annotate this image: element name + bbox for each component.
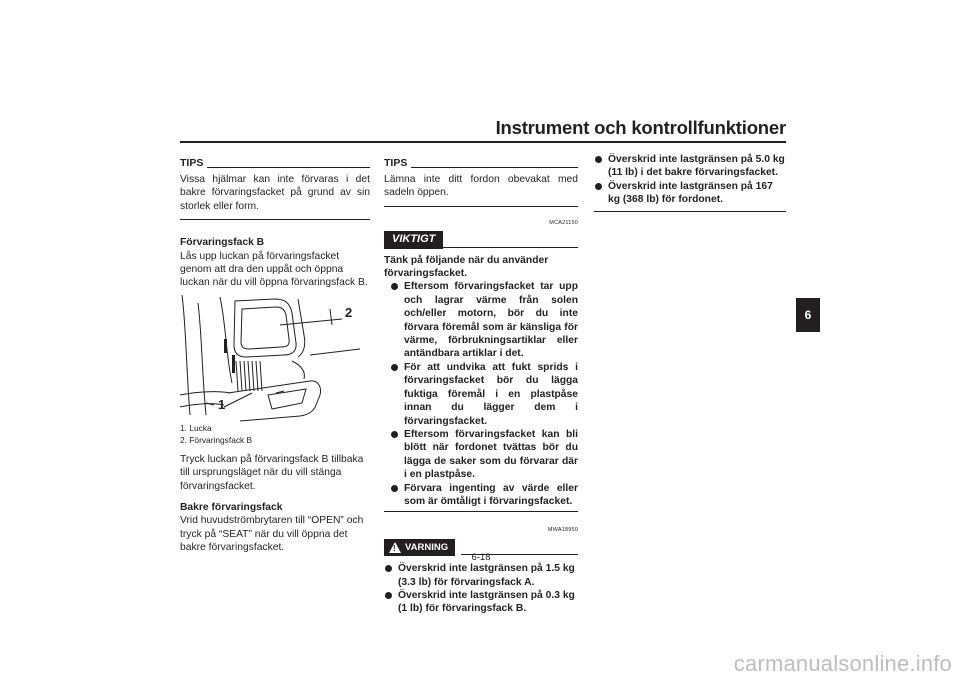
section-heading-storage-b: Förvaringsfack B (180, 237, 265, 249)
notice-item: Förvara ingenting av värde eller som är ömtåligt i förvaringsfacket. (390, 482, 578, 509)
callout-2: 2 (345, 304, 353, 320)
tips-end-rule (180, 219, 370, 220)
storage-compartment-figure (180, 295, 370, 422)
notice-intro: Tänk på följande när du använder förvaringsfacket. (384, 254, 549, 280)
bullet-icon (391, 283, 398, 290)
bullet-icon (385, 592, 392, 599)
watermark: carmanualsonline.info (733, 651, 952, 676)
page-number: 6-18 (471, 552, 491, 563)
storage-compartment-illustration (180, 295, 370, 422)
warning-badge (384, 539, 455, 556)
bullet-icon (595, 183, 602, 190)
callout-1: 1 (218, 396, 226, 412)
notice-end-rule (384, 511, 578, 512)
notice-item: För att undvika att fukt sprids i förvaringsfacket bör du lägga fuktiga föremål i en plastpåse innan du lägger dem i förvaringsfacket. (390, 361, 578, 428)
figure-legend (180, 422, 370, 446)
after-figure-text: Tryck luckan på förvaringsfack B tillbaka till ursprungsläget när du vill stänga förvaringsfacket. (180, 453, 364, 492)
notice-badge: VIKTIGT (384, 231, 443, 248)
section-text-rear-storage: Vrid huvudströmbrytaren till “OPEN” och tryck på “SEAT” när du vill öppna det bakre förvaringsfacket. (180, 515, 364, 554)
right-column (594, 153, 786, 212)
warning-item: Överskrid inte lastgränsen på 5.0 kg (11 lb) i det bakre förvaringsfacket. (594, 153, 786, 180)
notice-code: MCA21150 (549, 219, 578, 226)
bullet-icon (391, 485, 398, 492)
notice-list (390, 280, 578, 508)
warning-label: VARNING (405, 541, 449, 553)
notice-item: Eftersom förvaringsfacket tar upp och lagrar värme från solen och/eller motorn, bör du inte förvara föremål som är känsliga för värme, förbrukningsartiklar eller antändbara artiklar i det. (390, 280, 578, 360)
warning-end-rule (594, 211, 786, 212)
legend-item: 2. Förvaringsfack B (180, 434, 253, 445)
middle-column (384, 157, 578, 616)
notice-item: Eftersom förvaringsfacket kan bli blött när fordonet tvättas bör du lägga de saker som du förvarar där i en plastpåse. (390, 428, 578, 482)
tips-label: TIPS (180, 156, 204, 169)
warning-item: Överskrid inte lastgränsen på 1.5 kg (3.3 lb) för förvaringsfack A. (384, 562, 578, 589)
left-column (180, 157, 370, 555)
tips-heading (180, 157, 370, 170)
warning-code: MWA18950 (547, 527, 578, 534)
header-rule (180, 141, 786, 143)
bullet-icon (391, 431, 398, 438)
bullet-icon (385, 565, 392, 572)
section-heading-rear-storage: Bakre förvaringsfack (180, 502, 283, 514)
warning-list (384, 562, 578, 616)
page-title: Instrument och kontrollfunktioner (495, 117, 786, 138)
tips-heading (384, 157, 578, 170)
legend-item: 1. Lucka (180, 422, 212, 433)
tips-text: Vissa hjälmar kan inte förvaras i det bakre förvaringsfacket på grund av sin storlek eller form. (180, 174, 370, 212)
warning-list-continued (594, 153, 786, 207)
notice-heading (384, 231, 578, 248)
bullet-icon (595, 156, 602, 163)
bullet-icon (391, 364, 398, 371)
tips-label: TIPS (384, 156, 408, 169)
warning-triangle-icon: ! (389, 542, 401, 553)
warning-item: Överskrid inte lastgränsen på 167 kg (368 lb) för fordonet. (594, 180, 786, 207)
tips-text: Lämna inte ditt fordon obevakat med sadeln öppen. (384, 174, 578, 199)
chapter-tab: 6 (796, 298, 820, 332)
warning-item: Överskrid inte lastgränsen på 0.3 kg (1 lb) för förvaringsfack B. (384, 589, 578, 616)
section-text-storage-b: Lås upp luckan på förvaringsfacket genom att dra den uppåt och öppna luckan när du vill öppna förvaringsfack B. (180, 250, 368, 289)
tips-end-rule (384, 206, 578, 207)
